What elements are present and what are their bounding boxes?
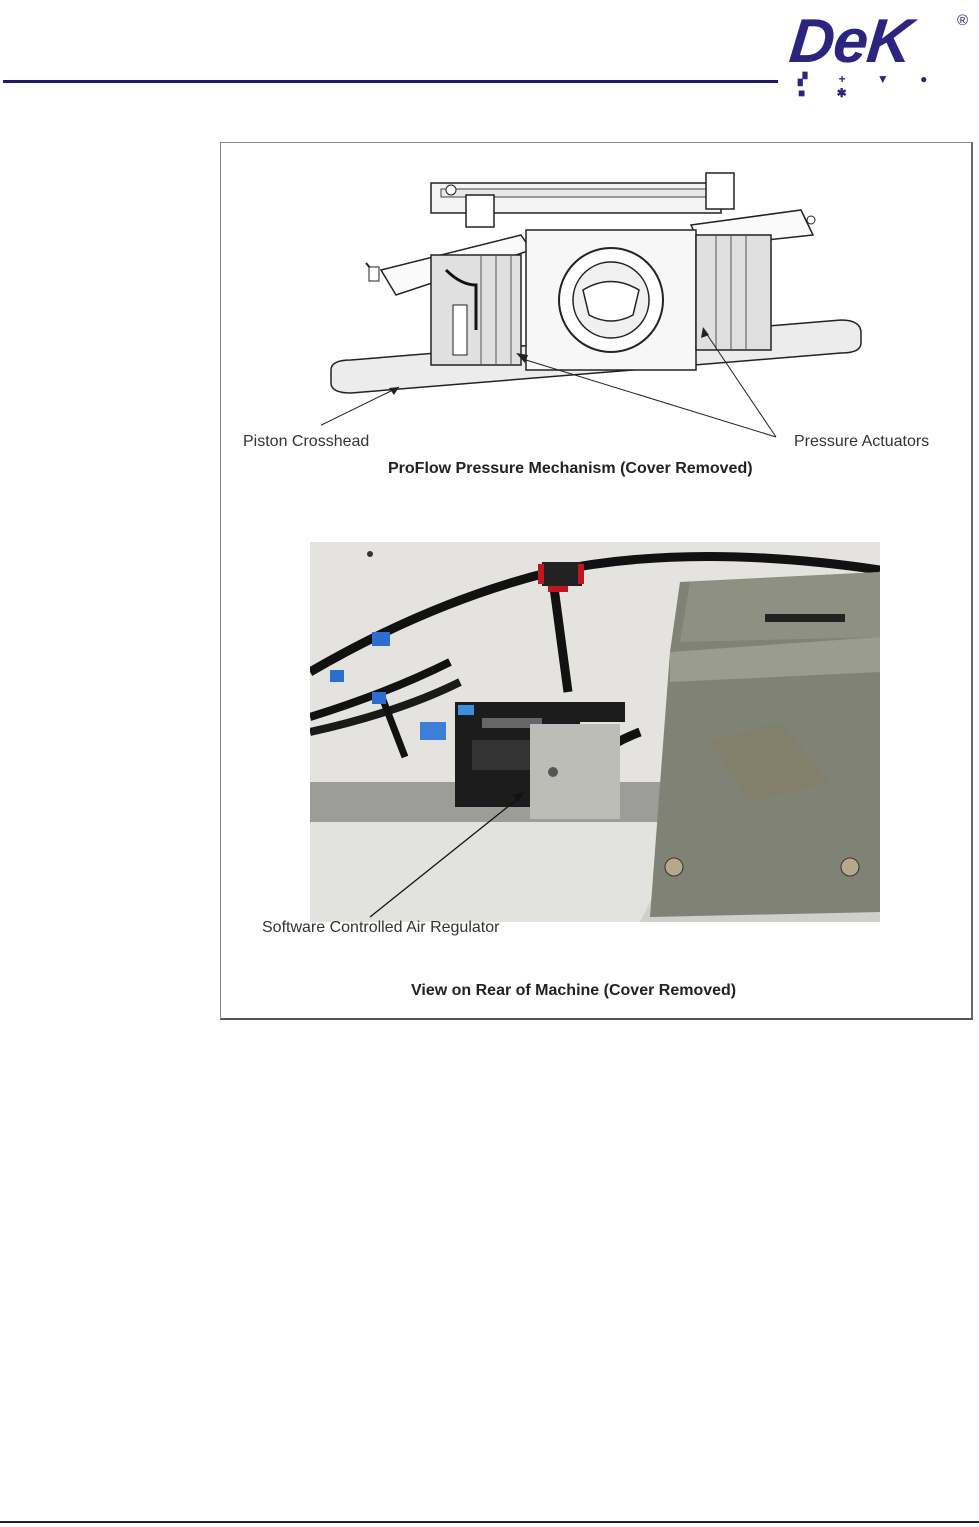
rear-machine-photo	[310, 542, 880, 922]
dek-logo	[786, 7, 972, 100]
bottom-figure-caption: View on Rear of Machine (Cover Removed)	[411, 982, 737, 999]
logo-symbol-row: ▞ + ▼ ● ■ ✱	[798, 72, 942, 100]
top-figure-caption: ProFlow Pressure Mechanism (Cover Removed)	[388, 460, 753, 477]
proflow-mechanism-drawing	[321, 155, 881, 445]
callout-pressure-actuators: Pressure Actuators	[794, 433, 930, 450]
figure-frame	[220, 142, 973, 1020]
footer-rule	[0, 1521, 979, 1523]
callout-piston-crosshead: Piston Crosshead	[243, 433, 370, 450]
logo-wordmark: DeK	[786, 7, 915, 76]
registered-mark: ®	[956, 12, 968, 29]
callout-air-regulator: Software Controlled Air Regulator	[262, 919, 500, 936]
header-rule	[3, 80, 778, 83]
